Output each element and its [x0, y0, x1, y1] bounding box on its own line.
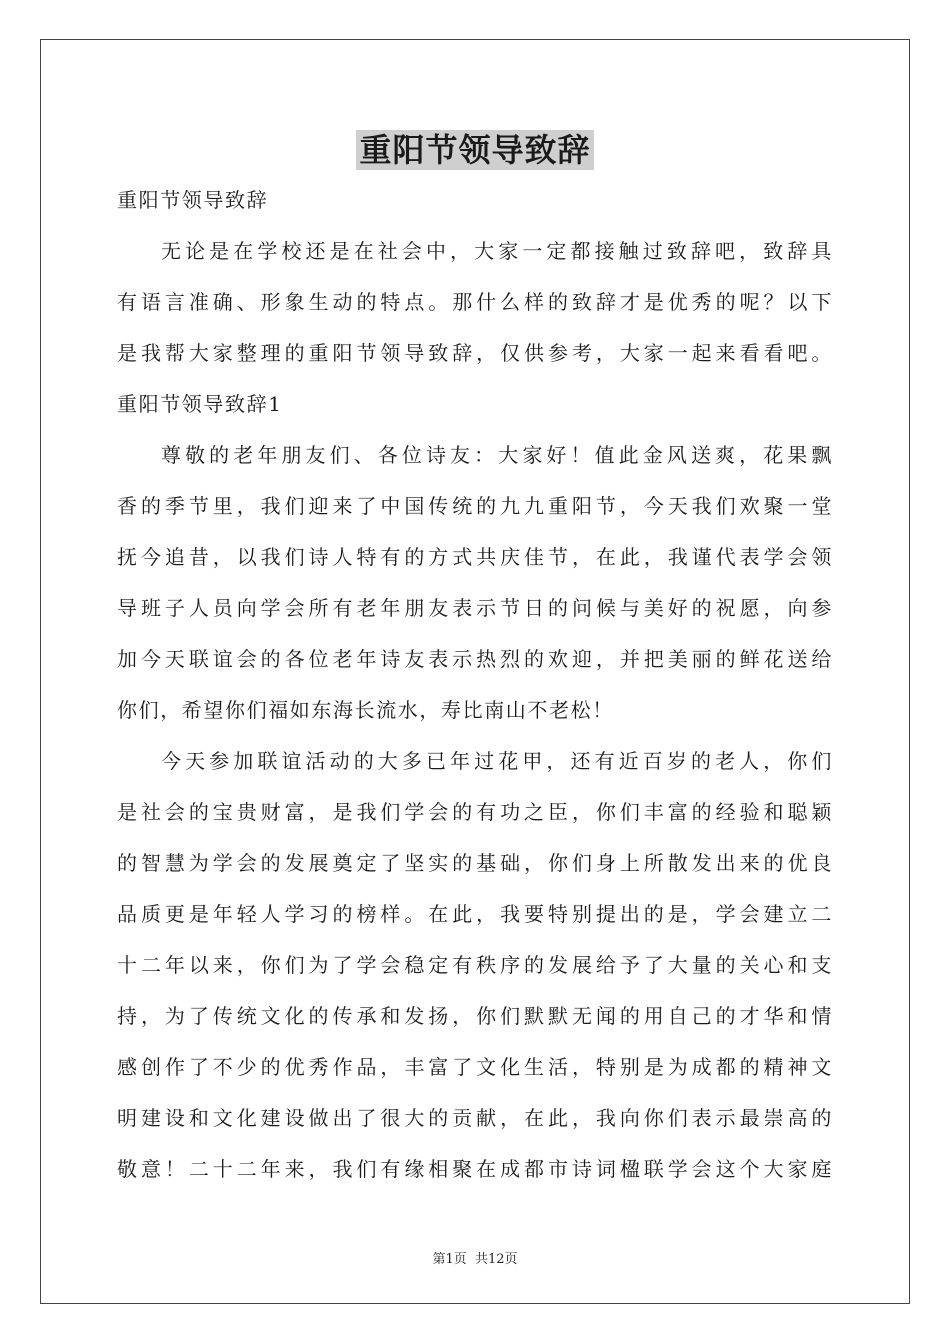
page-total: 共12页	[474, 1252, 518, 1267]
text-line: 香的季节里，我们迎来了中国传统的九九重阳节，今天我们欢聚一堂	[117, 494, 833, 518]
text-line: 的智慧为学会的发展奠定了坚实的基础，你们身上所散发出来的优良	[117, 851, 833, 875]
text-line: 品质更是年轻人学习的榜样。在此，我要特别提出的是，学会建立二	[117, 902, 833, 926]
text-line: 无论是在学校还是在社会中，大家一定都接触过致辞吧，致辞具	[161, 239, 833, 263]
text-line: 明建设和文化建设做出了很大的贡献，在此，我向你们表示最崇高的	[117, 1106, 833, 1130]
text-line: 是社会的宝贵财富，是我们学会的有功之臣，你们丰富的经验和聪颖	[117, 800, 833, 824]
document-title: 重阳节领导致辞	[356, 130, 593, 170]
text-line: 今天参加联谊活动的大多已年过花甲，还有近百岁的老人，你们	[161, 749, 833, 773]
text-line: 重阳节领导致辞1	[117, 392, 283, 416]
document-body	[117, 180, 833, 1200]
text-line: 尊敬的老年朋友们、各位诗友：大家好！值此金风送爽，花果飘	[161, 443, 833, 467]
text-line: 敬意！二十二年来，我们有缘相聚在成都市诗词楹联学会这个大家庭	[117, 1157, 833, 1181]
text-line: 持，为了传统文化的传承和发扬，你们默默无闻的用自己的才华和情	[117, 1004, 833, 1028]
text-line: 有语言准确、形象生动的特点。那什么样的致辞才是优秀的呢？以下	[117, 290, 833, 314]
text-line: 是我帮大家整理的重阳节领导致辞，仅供参考，大家一起来看看吧。	[117, 341, 833, 365]
text-line: 十二年以来，你们为了学会稳定有秩序的发展给予了大量的关心和支	[117, 953, 833, 977]
text-line: 你们，希望你们福如东海长流水，寿比南山不老松！	[117, 698, 614, 722]
text-line: 抚今追昔，以我们诗人特有的方式共庆佳节，在此，我谨代表学会领	[117, 545, 833, 569]
text-line: 重阳节领导致辞	[117, 188, 269, 212]
title-container	[0, 130, 950, 170]
page-footer	[0, 1248, 950, 1267]
text-line: 加今天联谊会的各位老年诗友表示热烈的欢迎，并把美丽的鲜花送给	[117, 647, 833, 671]
text-line: 导班子人员向学会所有老年朋友表示节日的问候与美好的祝愿，向参	[117, 596, 833, 620]
page-number: 第1页	[432, 1252, 467, 1267]
text-line: 感创作了不少的优秀作品，丰富了文化生活，特别是为成都的精神文	[117, 1055, 833, 1079]
